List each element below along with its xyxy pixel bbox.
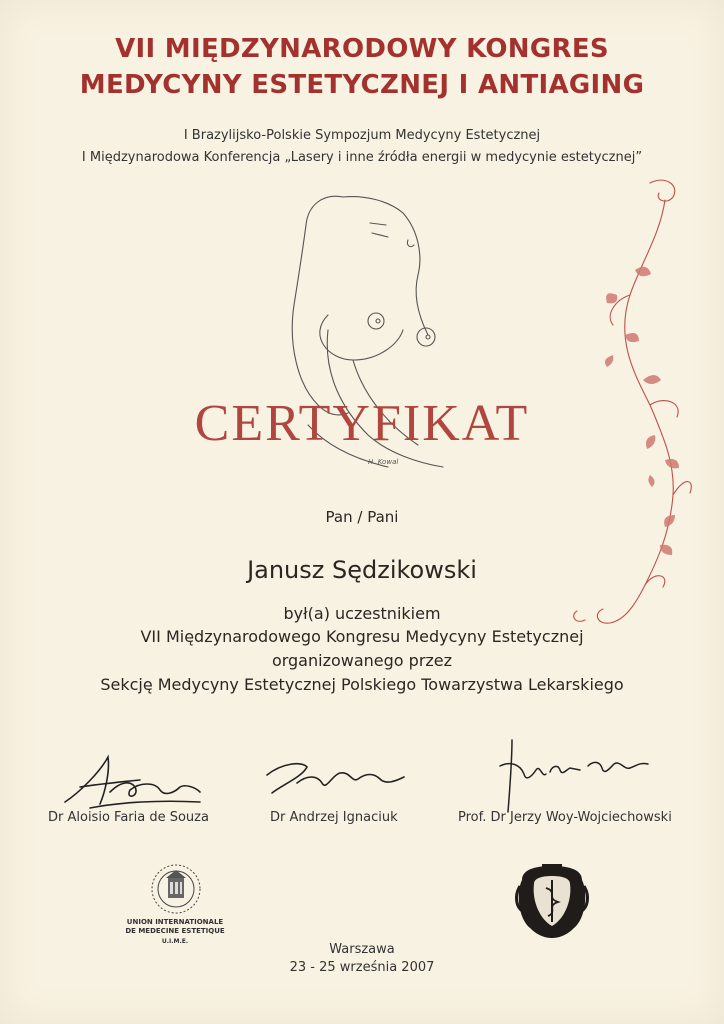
recipient-name: Janusz Sędzikowski: [247, 556, 477, 584]
signatory-name-3: Prof. Dr Jerzy Woy-Wojciechowski: [458, 810, 672, 825]
union-line-1: UNION INTERNATIONALE: [126, 918, 224, 926]
union-line-3: U.I.M.E.: [161, 938, 189, 945]
signature-souza: [60, 752, 210, 810]
event-date: 23 - 25 września 2007: [289, 960, 435, 975]
subtitle-line2: I Międzynarodowa Konferencja „Lasery i inne źródła energii w medycynie estetycznej”: [81, 150, 643, 165]
sketch-artist-signature: H. Kowal: [368, 458, 399, 466]
signatory-name-1: Dr Aloisio Faria de Souza: [48, 810, 209, 825]
body-line-1: był(a) uczestnikiem: [283, 604, 441, 623]
signature-ignaciuk: [262, 755, 412, 797]
body-line-2: VII Międzynarodowego Kongresu Medycyny Estetycznej: [140, 627, 584, 646]
congress-title-line1: VII MIĘDZYNARODOWY KONGRES: [115, 34, 609, 64]
subtitle-line1: I Brazylijsko-Polskie Sympozjum Medycyny Estetycznej: [183, 128, 541, 143]
body-line-3: organizowanego przez: [271, 651, 453, 670]
body-line-4: Sekcję Medycyny Estetycznej Polskiego Towarzystwa Lekarskiego: [100, 675, 624, 694]
signature-woy-wojciechowski: [490, 736, 660, 816]
certificate-heading: CERTYFIKAT: [194, 395, 530, 452]
signatory-name-2: Dr Andrzej Ignaciuk: [270, 810, 398, 825]
congress-title-line2: MEDYCYNY ESTETYCZNEJ I ANTIAGING: [79, 70, 645, 100]
medical-society-emblem-icon: [514, 862, 590, 940]
uime-logo-icon: [146, 862, 206, 916]
union-line-2: DE MEDECINE ESTETIQUE: [125, 927, 225, 935]
event-location: Warszawa: [329, 942, 395, 957]
salutation: Pan / Pani: [325, 508, 399, 526]
